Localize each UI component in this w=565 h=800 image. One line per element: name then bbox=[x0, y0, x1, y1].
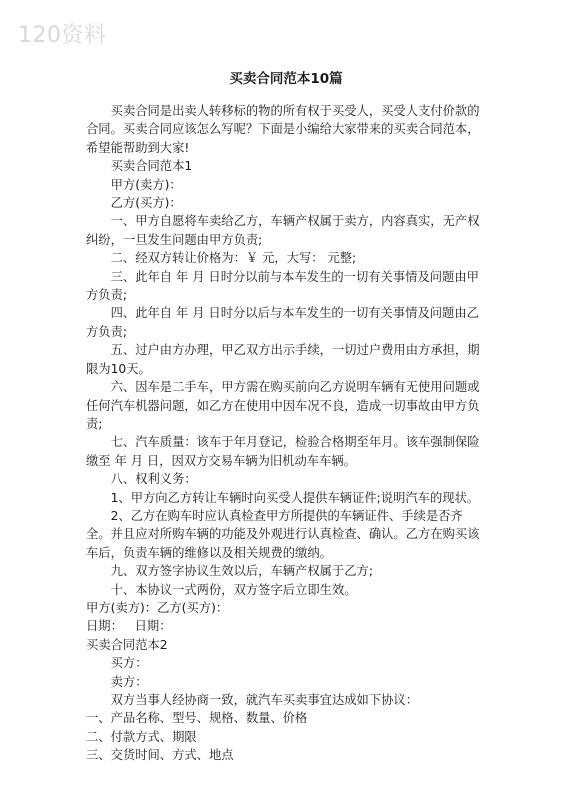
clause-3: 三、此年自 年 月 日时分以前与本车发生的一切有关事情及问题由甲方负责; bbox=[86, 269, 479, 303]
clause-8: 八、权利义务： bbox=[110, 472, 197, 487]
section-heading-2: 买卖合同范本2 bbox=[86, 637, 168, 652]
clause-2: 二、经双方转让价格为：￥ 元，大写： 元整; bbox=[110, 251, 357, 266]
clause-5: 五、过户由方办理，甲乙双方出示手续，一切过户费用由方承担，期限为10天。 bbox=[86, 343, 480, 376]
term-3: 三、交货时间、方式、地点 bbox=[86, 748, 234, 763]
document-title: 买卖合同范本10篇 bbox=[229, 71, 343, 87]
intro-paragraph: 买卖合同是出卖人转移标的物的所有权于买受人，买受人支付价款的合同。买卖合同应该怎么写呢？下面是小编给大家带来的买卖合同范本，希望能帮助到大家! bbox=[86, 104, 480, 155]
clause-8-item-1: 1、甲方向乙方转让车辆时向买受人提供车辆证件;说明汽车的现状。 bbox=[110, 490, 480, 505]
clause-6: 六、因车是二手车，甲方需在购买前向乙方说明车辆有无使用问题或任何汽车机器问题，如乙方在使用中因车况不良，造成一切事故由甲方负责; bbox=[86, 380, 480, 431]
clause-9: 九、双方签字协议生效以后，车辆产权属于乙方; bbox=[110, 564, 373, 579]
document-body bbox=[86, 70, 486, 765]
agreement-intro: 双方当事人经协商一致，就汽车买卖事宜达成如下协议： bbox=[110, 693, 419, 707]
party-b-label: 乙方(买方)： bbox=[110, 196, 182, 211]
clause-7: 七、汽车质量：该车于年月登记，检验合格期至年月。该车强制保险缴至 年 月 日，因双方交易车辆为旧机动车车辆。 bbox=[86, 435, 480, 468]
term-1: 一、产品名称、型号、规格、数量、价格 bbox=[86, 711, 308, 726]
section-heading-1: 买卖合同范本1 bbox=[110, 159, 193, 174]
clause-10: 十、本协议一式两份，双方签字后立即生效。 bbox=[110, 582, 357, 597]
clause-4: 四、此年自 年 月 日时分以后与本车发生的一切有关事情及问题由乙方负责; bbox=[86, 306, 479, 339]
watermark-text: 120资料 bbox=[18, 23, 107, 48]
term-2: 二、付款方式、期限 bbox=[86, 729, 197, 744]
clause-1: 一、甲方自愿将车卖给乙方，车辆产权属于卖方，内容真实，无产权纠纷，一旦发生问题由甲方负责; bbox=[86, 214, 480, 247]
signature-dates: 日期： 日期： bbox=[86, 619, 172, 634]
signature-parties: 甲方(卖方)：乙方(买方)： bbox=[86, 600, 229, 615]
clause-8-item-2: 2、乙方在购车时应认真检查甲方所提供的车辆证件、手续是否齐全。并且应对所购车辆的功能及外观进行认真检查、确认。乙方在购买该车后，负责车辆的维修以及相关规费的缴纳。 bbox=[86, 508, 480, 560]
seller-label: 卖方： bbox=[110, 674, 148, 689]
buyer-label: 买方： bbox=[110, 656, 148, 671]
party-a-label: 甲方(卖方)： bbox=[110, 177, 182, 192]
